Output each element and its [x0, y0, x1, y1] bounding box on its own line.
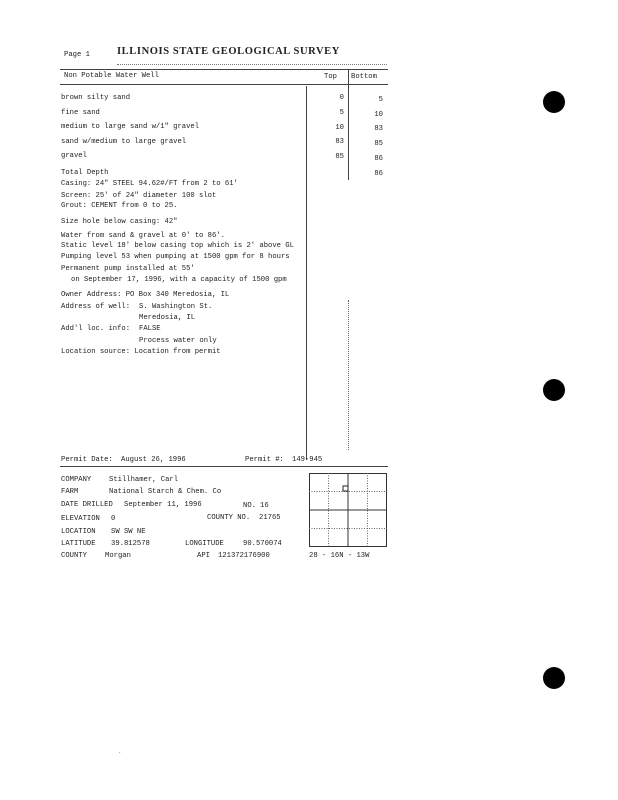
table-header-rule — [60, 84, 388, 85]
title-underline — [117, 64, 387, 65]
date-drilled-label: DATE DRILLED — [61, 501, 113, 509]
well-no-value: 16 — [260, 502, 269, 510]
water-from-note: Water from sand & gravel at 0' to 86'. — [61, 232, 225, 240]
permit-number-value: 149-945 — [292, 456, 323, 464]
permit-number-label: Permit #: — [245, 456, 284, 464]
farm-label: FARM — [61, 488, 79, 496]
formation-row-5-top: 85 — [335, 153, 344, 161]
company-value: Stillhamer, Carl — [109, 476, 179, 484]
longitude-value: 90.570074 — [243, 540, 282, 548]
page-number: Page 1 — [64, 51, 90, 59]
company-label: COMPANY — [61, 476, 92, 484]
binder-hole-middle — [543, 379, 565, 401]
longitude-label: LONGITUDE — [185, 540, 224, 548]
formation-row-1-top: 0 — [339, 94, 344, 102]
pump-date-note: on September 17, 1996, with a capacity of 1500 gpm — [71, 276, 287, 284]
well-no-label: NO. — [243, 502, 256, 510]
grid-well-marker — [343, 486, 348, 491]
formation-row-5-name: gravel — [61, 152, 87, 160]
location-label: LOCATION — [61, 528, 96, 536]
pumping-level-note: Pumping level 53 when pumping at 1500 gpm for 8 hours — [61, 253, 290, 261]
latitude-value: 39.812578 — [111, 540, 150, 548]
formation-row-2-bottom: 10 — [374, 111, 383, 119]
well-type-label: Non Potable Water Well — [64, 72, 159, 80]
formation-row-2-name: fine sand — [61, 109, 100, 117]
owner-address: Owner Address: PO Box 340 Meredosia, IL — [61, 291, 230, 299]
binder-hole-top — [543, 91, 565, 113]
section-location-grid — [309, 473, 387, 547]
formation-row-3-bottom: 83 — [374, 125, 383, 133]
location-source: Location source: Location from permit — [61, 348, 221, 356]
permit-date-label: Permit Date: — [61, 456, 113, 464]
formation-row-3-top: 10 — [335, 124, 344, 132]
formation-row-3-name: medium to large sand w/1" gravel — [61, 123, 200, 131]
total-depth-label: Total Depth — [61, 169, 109, 177]
well-address-line2: Meredosia, IL — [139, 314, 196, 322]
static-level-note: Static level 18' below casing top which is 2' above GL — [61, 242, 294, 250]
table-top-rule — [60, 69, 388, 70]
formation-row-2-top: 5 — [339, 109, 344, 117]
total-depth-value: 86 — [374, 170, 383, 178]
well-address-line1: S. Washington St. — [139, 303, 213, 311]
stray-mark: . — [118, 748, 122, 755]
api-value: 121372176900 — [218, 552, 270, 560]
elevation-label: ELEVATION — [61, 515, 100, 523]
farm-value: National Starch & Chem. Co — [109, 488, 222, 496]
county-label: COUNTY — [61, 552, 87, 560]
latitude-label: LATITUDE — [61, 540, 96, 548]
addl-info-value: FALSE — [139, 325, 161, 333]
elevation-value: 0 — [111, 515, 116, 523]
pump-installed-note: Permanent pump installed at 55' — [61, 265, 195, 273]
formation-row-4-name: sand w/medium to large gravel — [61, 138, 187, 146]
formation-row-1-bottom: 5 — [378, 96, 383, 104]
county-no-label: COUNTY NO. — [207, 514, 251, 522]
grout-note: Grout: CEMENT from 0 to 25. — [61, 202, 178, 210]
top-column-header: Top — [324, 73, 337, 81]
right-column-divider — [348, 70, 349, 180]
screen-note: Screen: 25' of 24" diameter 100 slot — [61, 192, 217, 200]
process-water-note: Process water only — [139, 337, 217, 345]
left-column-divider — [306, 86, 307, 460]
hole-size-note: Size hole below casing: 42" — [61, 218, 178, 226]
county-value: Morgan — [105, 552, 131, 560]
casing-note: Casing: 24" STEEL 94.62#/FT from 2 to 61' — [61, 180, 238, 188]
well-address-label: Address of well: — [61, 303, 131, 311]
permit-rule — [60, 466, 388, 467]
formation-row-5-bottom: 86 — [374, 155, 383, 163]
township-range: 28 - 16N - 13W — [309, 552, 370, 560]
location-value: SW SW NE — [111, 528, 146, 536]
formation-row-1-name: brown silty sand — [61, 94, 131, 102]
bottom-column-header: Bottom — [351, 73, 377, 81]
formation-row-4-top: 83 — [335, 138, 344, 146]
formation-row-4-bottom: 85 — [374, 140, 383, 148]
api-label: API — [197, 552, 210, 560]
binder-hole-bottom — [543, 667, 565, 689]
document-title: ILLINOIS STATE GEOLOGICAL SURVEY — [117, 46, 340, 57]
county-no-value: 21765 — [259, 514, 281, 522]
addl-info-label: Add'l loc. info: — [61, 325, 131, 333]
right-column-divider-dotted — [348, 300, 349, 450]
date-drilled-value: September 11, 1996 — [124, 501, 202, 509]
permit-date-value: August 26, 1996 — [121, 456, 186, 464]
